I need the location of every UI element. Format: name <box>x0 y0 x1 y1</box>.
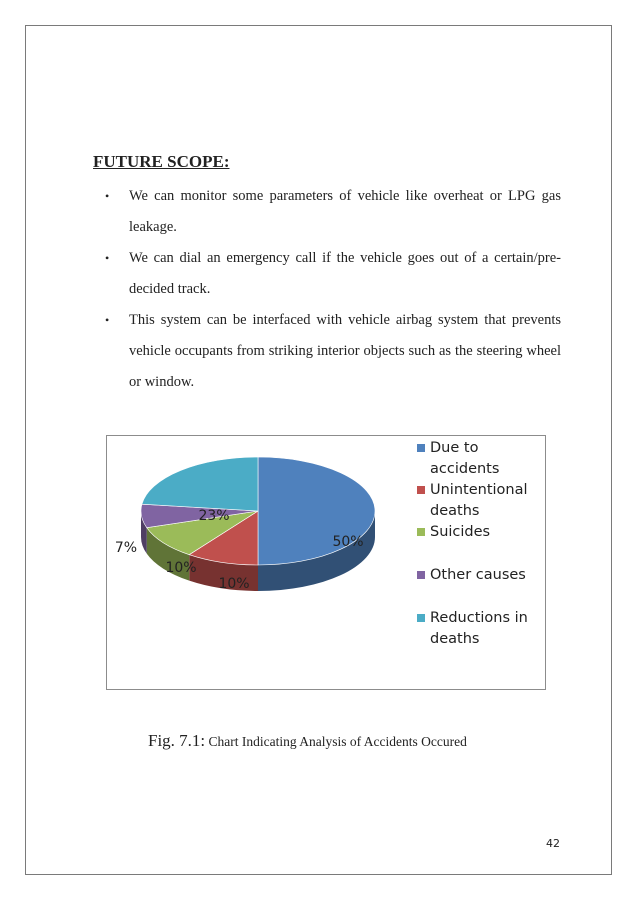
pie-data-label: 7% <box>114 540 138 556</box>
bullet-text: We can dial an emergency call if the vehicle goes out of a certain/pre-decided track. <box>129 250 561 297</box>
page-number: 42 <box>546 837 560 850</box>
figure-caption <box>148 731 467 751</box>
pie-chart-svg <box>107 436 547 691</box>
caption-label: Fig. 7.1: <box>148 731 206 750</box>
bullet-text: We can monitor some parameters of vehicle like overheat or LPG gas leakage. <box>129 188 561 235</box>
bullet-icon: • <box>105 189 110 203</box>
legend-swatch <box>417 614 425 622</box>
pie-data-label: 50% <box>332 534 364 550</box>
pie-data-label: 10% <box>218 576 250 592</box>
legend-entry: Due to accidents <box>430 440 500 477</box>
legend-swatch <box>417 486 425 494</box>
legend-swatch <box>417 571 425 579</box>
pie-slice <box>142 457 258 511</box>
pie-chart <box>106 435 546 690</box>
bullet-list <box>93 181 561 398</box>
legend-entry: Unintentional deaths <box>430 482 528 519</box>
bullet-item <box>93 243 561 305</box>
legend-swatch <box>417 528 425 536</box>
legend-entry: Suicides <box>430 524 491 540</box>
bullet-text: This system can be interfaced with vehicle airbag system that prevents vehicle occupants from striking interior objects such as the steering wheel or window. <box>129 312 561 390</box>
bullet-icon: • <box>105 251 110 265</box>
section-heading: FUTURE SCOPE: <box>93 152 230 171</box>
bullet-item <box>93 181 561 243</box>
legend-entry: Other causes <box>430 567 526 583</box>
legend-entry: Reductions in deaths <box>430 610 528 647</box>
caption-text: Chart Indicating Analysis of Accidents Occured <box>205 734 467 749</box>
bullet-item <box>93 305 561 398</box>
legend-swatch <box>417 444 425 452</box>
bullet-icon: • <box>105 313 110 327</box>
pie-data-label: 10% <box>165 560 197 576</box>
pie-data-label: 23% <box>198 508 230 524</box>
